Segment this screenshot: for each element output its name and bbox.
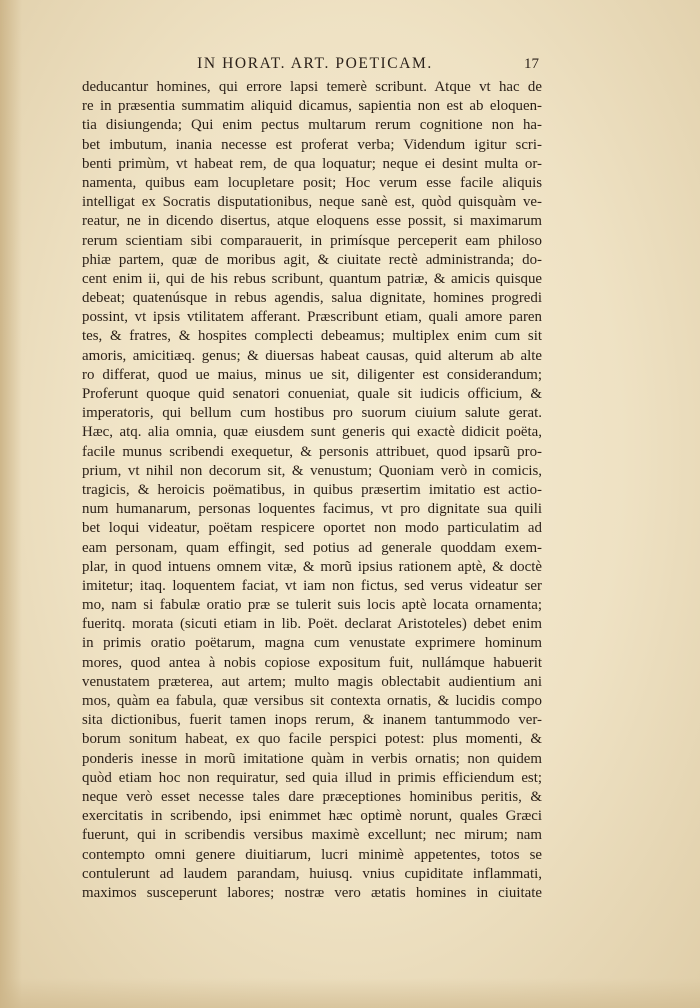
text-line: amoris, amicitiæq. genus; & diuersas habeat causas, quid alterum ab alte: [82, 347, 542, 364]
text-line: Hæc, atq. alia omnia, quæ eiusdem sunt generis qui exactè didicit poëta,: [82, 424, 542, 441]
text-line: reatur, ne in dicendo disertus, atque eloquens esse possit, si maximarum: [82, 213, 542, 230]
text-line: facile munus scribendi exequetur, & personis attribuet, quod ipsarũ pro-: [82, 443, 542, 460]
text-line: tia disiungenda; Qui enim pectus multarum rerum cognitione non ha-: [82, 117, 542, 134]
text-line: quòd etiam hoc non requiratur, sed quia illud in primis efficiendum est;: [82, 769, 542, 786]
text-line: plar, in quod intuens omnem vitæ, & morũ ipsius rationem aptè, & doctè: [82, 558, 542, 575]
text-line: bet imbutum, inania necesse est proferat verba; Videndum igitur scri-: [82, 136, 542, 153]
text-line: eam personam, quam effingit, sed potius ad generale quoddam exem-: [82, 539, 542, 556]
text-line: Proferunt quoque quid senatori conueniat, quale sit iudicis officium, &: [82, 386, 542, 402]
text-line: ponderis inesse in morũ imitatione quàm in verbis ornatis; non quidem: [82, 750, 542, 767]
text-line: tes, & fratres, & hospites complecti debeamus; multiplex enim cum sit: [82, 328, 542, 345]
text-line: contulerunt ad laudem parandam, huiusq. vnius cupiditate inflammati,: [82, 865, 542, 882]
text-line: borum sonitum habeat, ex quo facile perspici potest: plus momenti, &: [82, 731, 542, 748]
text-line: deducantur homines, qui errore lapsi temerè scribunt. Atque vt hac de: [82, 79, 542, 95]
text-line: namenta, quibus eam locupletare posit; Hoc verum esse facile aliquis: [82, 174, 542, 191]
text-line: possint, vt ipsis vtilitatem afferant. Præscribunt etiam, quali amore paren: [82, 309, 542, 326]
text-line: cent enim ii, qui de his rebus scribunt, quantum patriæ, & amicis quisque: [82, 270, 542, 287]
text-line: maximos susceperunt labores; nostræ vero ætatis homines in ciuitate: [82, 884, 542, 901]
text-line: exercitatis in scribendo, ipsi enimmet hæc optimè norunt, quales Græci: [82, 808, 542, 825]
page-number: 17: [524, 56, 539, 72]
text-line: venustatem præterea, aut artem; multo magis oblectabit audientium ani: [82, 673, 542, 690]
running-head: IN HORAT. ART. POETICAM.: [197, 55, 433, 72]
text-line: tragicis, & heroicis poëmatibus, in quibus præsertim imitatio est actio-: [82, 481, 542, 498]
text-line: prium, vt nihil non decorum sit, & venustum; Quoniam verò in comicis,: [82, 462, 542, 479]
text-line: imitetur; itaq. loquentem faciat, vt iam non fictus, sed verus videatur ser: [82, 577, 542, 594]
text-line: fuerunt, qui in scribendis versibus maximè excellunt; nec mirum; nam: [82, 827, 542, 844]
page-edge-shadow: [0, 0, 22, 1008]
text-line: num humanarum, personas loquentes facimus, vt pro dignitate sua quili: [82, 501, 542, 518]
text-line: intelligat ex Socratis disputationibus, neque sanè est, quòd quisquàm ve-: [82, 194, 542, 211]
text-line: neque verò esset necesse tales dare præceptiones hominibus peritis, &: [82, 788, 542, 805]
text-line: re in præsentia summatim aliquid dicamus, sapientia non est ab eloquen-: [82, 98, 542, 115]
text-line: in primis oratio poëtarum, magna cum venustate exprimere hominum: [82, 635, 542, 652]
text-line: mos, quàm ea fabula, quæ versibus sit contexta ornatis, & lucidis compo: [82, 693, 542, 709]
text-line: contempto omni genere diuitiarum, lucri minimè appetentes, totos se: [82, 846, 542, 863]
text-line: imperatoris, qui bellum cum hostibus pro suorum ciuium salute gerat.: [82, 405, 542, 422]
page-bottom-shadow: [0, 978, 700, 1008]
text-line: benti primùm, vt habeat rem, de qua loquatur; neque ei desint multa or-: [82, 155, 542, 172]
text-line: bet loqui videatur, poëtam respicere oportet non modo particulatim ad: [82, 520, 542, 537]
text-line: ro differat, quod ue maius, minus ue sit, diligenter est considerandum;: [82, 366, 542, 383]
text-line: mores, quod antea à nobis copiose expositum fuit, nullámque habuerit: [82, 654, 542, 671]
text-line: phiæ partem, quæ de moribus agit, & ciuitate rectè administranda; do-: [82, 251, 542, 268]
text-line: debeat; quatenúsque in rebus agendis, salua dignitate, homines progredi: [82, 290, 542, 307]
text-line: rerum scientiam sibi comparauerit, in primísque perceperit eam philoso: [82, 232, 542, 249]
body-text: [82, 78, 542, 903]
text-line: fueritq. morata (sicuti etiam in lib. Poët. declarat Aristoteles) debet enim: [82, 616, 542, 633]
text-line: sita dictionibus, fuerit tamen inops rerum, & inanem tantummodo ver-: [82, 712, 542, 729]
text-line: mo, nam si fabulæ oratio præ se tulerit suis locis aptè locata ornamenta;: [82, 597, 542, 614]
